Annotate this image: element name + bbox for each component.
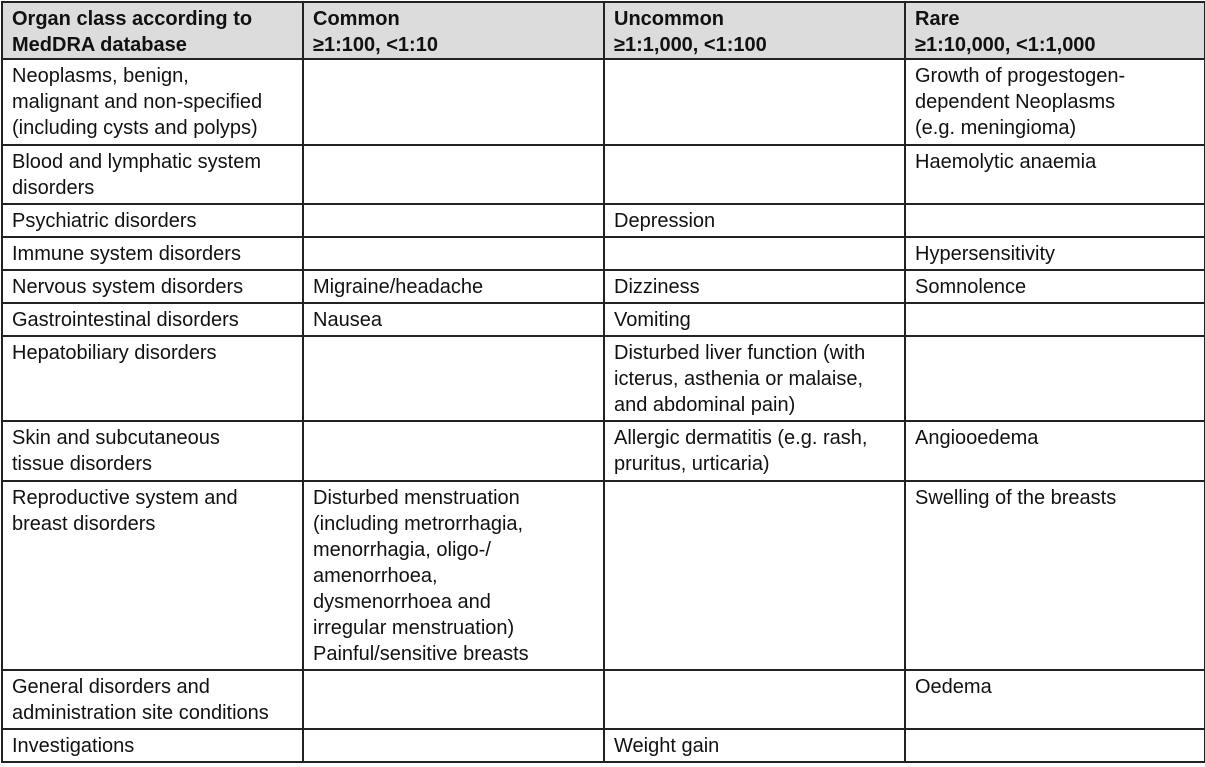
rare-cell bbox=[905, 145, 1205, 204]
table-row bbox=[2, 270, 1205, 303]
cell-text-line: (including metrorrhagia, bbox=[313, 513, 524, 535]
common-cell bbox=[303, 204, 604, 237]
organ-class-cell bbox=[2, 481, 303, 670]
cell-text-line: malignant and non-specified bbox=[12, 91, 263, 113]
organ-class-cell bbox=[2, 336, 303, 421]
cell-text-line: Skin and subcutaneous bbox=[12, 427, 220, 449]
header-row bbox=[2, 2, 1205, 59]
uncommon-cell bbox=[604, 303, 905, 336]
header-organ-class bbox=[2, 2, 303, 59]
cell-text-line: dependent Neoplasms bbox=[915, 91, 1116, 113]
cell-text-line: Oedema bbox=[915, 676, 992, 698]
common-cell bbox=[303, 729, 604, 762]
header-common bbox=[303, 2, 604, 59]
cell-text-line: menorrhagia, oligo-/ bbox=[313, 539, 491, 561]
uncommon-cell bbox=[604, 670, 905, 729]
cell-text-line: (including cysts and polyps) bbox=[12, 117, 258, 139]
table-row bbox=[2, 59, 1205, 145]
rare-cell bbox=[905, 237, 1205, 270]
rare-cell bbox=[905, 204, 1205, 237]
header-rare-label: Rare bbox=[915, 8, 960, 30]
cell-text-line: Nervous system disorders bbox=[12, 276, 244, 298]
cell-text-line: Hypersensitivity bbox=[915, 243, 1056, 265]
table-row bbox=[2, 303, 1205, 336]
cell-text-line: Migraine/headache bbox=[313, 276, 484, 298]
cell-text-line: irregular menstruation) bbox=[313, 617, 515, 639]
cell-text-line: Allergic dermatitis (e.g. rash, bbox=[614, 427, 868, 449]
table-row bbox=[2, 729, 1205, 762]
uncommon-cell bbox=[604, 336, 905, 421]
table-body bbox=[2, 59, 1205, 762]
uncommon-cell bbox=[604, 237, 905, 270]
cell-text-line: Somnolence bbox=[915, 276, 1027, 298]
cell-text-line: and abdominal pain) bbox=[614, 394, 796, 416]
header-uncommon-label: Uncommon bbox=[614, 8, 724, 30]
common-cell bbox=[303, 336, 604, 421]
rare-cell bbox=[905, 59, 1205, 145]
cell-text-line: Blood and lymphatic system bbox=[12, 151, 262, 173]
uncommon-cell bbox=[604, 204, 905, 237]
cell-text-line: Depression bbox=[614, 210, 716, 232]
uncommon-cell bbox=[604, 145, 905, 204]
cell-text-line: Immune system disorders bbox=[12, 243, 241, 265]
cell-text-line: Investigations bbox=[12, 735, 135, 757]
cell-text-line: breast disorders bbox=[12, 513, 156, 535]
common-cell bbox=[303, 59, 604, 145]
organ-class-cell bbox=[2, 729, 303, 762]
organ-class-cell bbox=[2, 270, 303, 303]
table-row bbox=[2, 336, 1205, 421]
organ-class-cell bbox=[2, 204, 303, 237]
cell-text-line: Reproductive system and bbox=[12, 487, 238, 509]
cell-text-line: pruritus, urticaria) bbox=[614, 453, 770, 475]
rare-cell bbox=[905, 729, 1205, 762]
uncommon-cell bbox=[604, 481, 905, 670]
cell-text-line: Swelling of the breasts bbox=[915, 487, 1117, 509]
common-cell bbox=[303, 303, 604, 336]
cell-text-line: General disorders and bbox=[12, 676, 210, 698]
cell-text-line: Disturbed liver function (with bbox=[614, 342, 866, 364]
header-rare bbox=[905, 2, 1205, 59]
header-organ-class-line: MedDRA database bbox=[12, 34, 187, 56]
common-cell bbox=[303, 270, 604, 303]
uncommon-cell bbox=[604, 421, 905, 481]
header-uncommon bbox=[604, 2, 905, 59]
uncommon-cell bbox=[604, 270, 905, 303]
cell-text-line: Dizziness bbox=[614, 276, 700, 298]
header-organ-class-line: Organ class according to bbox=[12, 8, 253, 30]
table-row bbox=[2, 670, 1205, 729]
common-cell bbox=[303, 670, 604, 729]
cell-text-line: (e.g. meningioma) bbox=[915, 117, 1077, 139]
header-common-label: Common bbox=[313, 8, 400, 30]
table-row bbox=[2, 145, 1205, 204]
cell-text-line: Angiooedema bbox=[915, 427, 1039, 449]
rare-cell bbox=[905, 270, 1205, 303]
cell-text-line: administration site conditions bbox=[12, 702, 269, 724]
common-cell bbox=[303, 481, 604, 670]
table-row bbox=[2, 204, 1205, 237]
cell-text-line: Growth of progestogen- bbox=[915, 65, 1126, 87]
cell-text-line: Psychiatric disorders bbox=[12, 210, 197, 232]
cell-text-line: Haemolytic anaemia bbox=[915, 151, 1097, 173]
table-row bbox=[2, 481, 1205, 670]
cell-text-line: disorders bbox=[12, 177, 95, 199]
cell-text-line: dysmenorrhoea and bbox=[313, 591, 491, 613]
header-rare-frequency: ≥1:10,000, <1:1,000 bbox=[915, 34, 1096, 56]
common-cell bbox=[303, 145, 604, 204]
rare-cell bbox=[905, 303, 1205, 336]
cell-text-line: Gastrointestinal disorders bbox=[12, 309, 239, 331]
cell-text-line: Painful/sensitive breasts bbox=[313, 643, 529, 665]
cell-text-line: Nausea bbox=[313, 309, 382, 331]
cell-text-line: amenorrhoea, bbox=[313, 565, 438, 587]
table-row bbox=[2, 421, 1205, 481]
adverse-reactions-table bbox=[1, 1, 1205, 763]
organ-class-cell bbox=[2, 421, 303, 481]
common-cell bbox=[303, 237, 604, 270]
common-cell bbox=[303, 421, 604, 481]
rare-cell bbox=[905, 421, 1205, 481]
organ-class-cell bbox=[2, 145, 303, 204]
header-common-frequency: ≥1:100, <1:10 bbox=[313, 34, 438, 56]
cell-text-line: Neoplasms, benign, bbox=[12, 65, 189, 87]
organ-class-cell bbox=[2, 670, 303, 729]
uncommon-cell bbox=[604, 59, 905, 145]
cell-text-line: Vomiting bbox=[614, 309, 691, 331]
header-uncommon-frequency: ≥1:1,000, <1:100 bbox=[614, 34, 767, 56]
rare-cell bbox=[905, 481, 1205, 670]
organ-class-cell bbox=[2, 59, 303, 145]
cell-text-line: Hepatobiliary disorders bbox=[12, 342, 217, 364]
organ-class-cell bbox=[2, 303, 303, 336]
uncommon-cell bbox=[604, 729, 905, 762]
table-row bbox=[2, 237, 1205, 270]
cell-text-line: icterus, asthenia or malaise, bbox=[614, 368, 864, 390]
rare-cell bbox=[905, 670, 1205, 729]
cell-text-line: tissue disorders bbox=[12, 453, 153, 475]
cell-text-line: Weight gain bbox=[614, 735, 720, 757]
cell-text-line: Disturbed menstruation bbox=[313, 487, 520, 509]
organ-class-cell bbox=[2, 237, 303, 270]
rare-cell bbox=[905, 336, 1205, 421]
